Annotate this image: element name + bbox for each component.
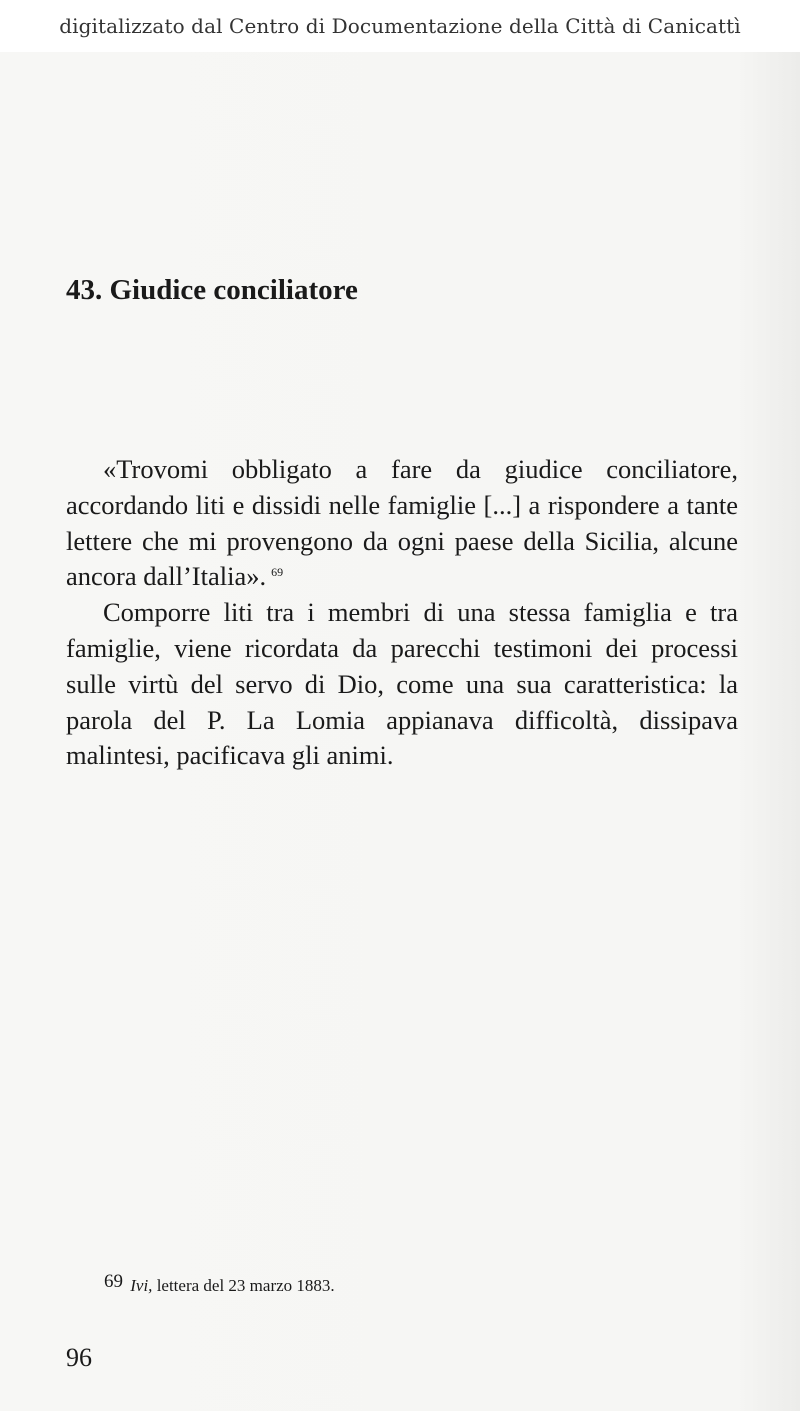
- footnote-source: Ivi,: [130, 1276, 153, 1295]
- footnote-number: 69: [104, 1271, 123, 1292]
- book-page: [0, 52, 800, 1411]
- section-title: 43. Giudice conciliatore: [66, 274, 358, 306]
- paragraph-quote: [66, 452, 738, 595]
- footnote: [104, 1271, 335, 1296]
- page-number: 96: [66, 1343, 92, 1372]
- digitization-watermark: digitalizzato dal Centro di Documentazione della Città di Canicattì: [0, 0, 800, 52]
- footnote-reference: 69: [271, 564, 284, 579]
- footnote-text: lettera del 23 marzo 1883.: [156, 1276, 335, 1295]
- body-text: [66, 452, 738, 774]
- paragraph-quote-text: «Trovomi obbligato a fare da giudice conciliatore, accordando liti e dissidi nelle famiglie [...] a rispondere a tante lettere che mi provengono da ogni paese della Sicilia, alcune ancora dall’Italia».: [66, 454, 738, 592]
- paragraph-commentary: Comporre liti tra i membri di una stessa famiglia e tra famiglie, viene ricordata da parecchi testimoni dei processi sulle virtù del servo di Dio, come una sua caratteristica: la parola del P. La Lomia appianava difficoltà, dissipava malintesi, pacificava gli animi.: [66, 597, 738, 771]
